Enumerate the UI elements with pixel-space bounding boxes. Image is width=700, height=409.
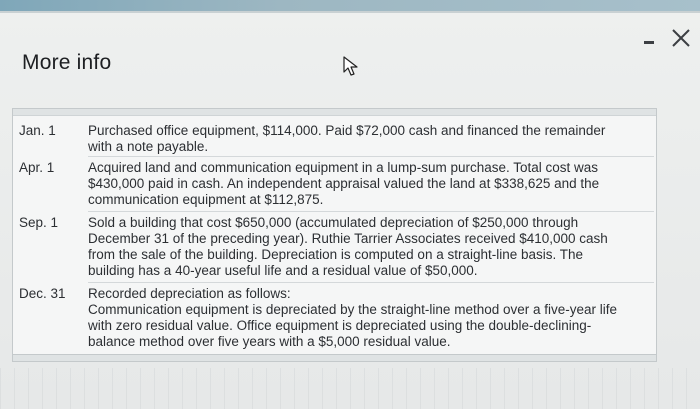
close-icon (670, 27, 692, 49)
entry-line: with a note payable. (88, 139, 209, 154)
entry-line: December 31 of the preceding year). Ruthie Tarrier Associates received $410,000 cash (88, 231, 608, 246)
entry-line: from the sale of the building. Depreciation is computed on a straight-line basis. The (88, 247, 584, 262)
dialog-title: More info (22, 51, 112, 74)
entry-apr-1 (13, 160, 656, 212)
minimize-button[interactable] (640, 34, 660, 50)
window-accent-bar (0, 0, 700, 11)
entry-date: Apr. 1 (19, 160, 55, 175)
entry-divider (88, 156, 654, 157)
entry-sep-1 (13, 215, 656, 283)
entry-line: Recorded depreciation as follows: (88, 286, 291, 301)
entry-date: Dec. 31 (19, 286, 66, 301)
entry-description (88, 286, 648, 350)
entry-jan-1 (13, 123, 656, 157)
box-bottom-border (13, 354, 656, 361)
entry-line: $430,000 paid in cash. An independent appraisal valued the land at $338,625 and the (88, 176, 600, 191)
entry-line: Communication equipment is depreciated by the straight-line method over a five-year life (88, 302, 618, 317)
entry-line: Acquired land and communication equipment in a lump-sum purchase. Total cost was (88, 160, 599, 175)
entry-description (88, 215, 648, 279)
entry-divider (88, 282, 654, 283)
entry-date: Sep. 1 (19, 215, 59, 230)
accent-divider (0, 11, 700, 13)
background-texture (0, 368, 700, 409)
close-button[interactable] (670, 27, 692, 49)
entry-line: Sold a building that cost $650,000 (accumulated depreciation of $250,000 through (88, 215, 579, 230)
entry-line: Purchased office equipment, $114,000. Paid $72,000 cash and financed the remainder (88, 123, 606, 138)
entry-line: communication equipment at $112,875. (88, 192, 324, 207)
mouse-pointer-icon (342, 55, 360, 77)
entry-line: building has a 40-year useful life and a residual value of $50,000. (88, 263, 478, 278)
entry-divider (88, 211, 654, 212)
entry-line: balance method over five years with a $5,000 residual value. (88, 334, 451, 349)
entry-description (88, 123, 648, 155)
entry-dec-31 (13, 286, 656, 354)
entry-line: with zero residual value. Office equipment is depreciated using the double-declining- (88, 318, 592, 333)
entry-description (88, 160, 648, 208)
entry-date: Jan. 1 (19, 123, 56, 138)
info-content-box (12, 108, 657, 362)
